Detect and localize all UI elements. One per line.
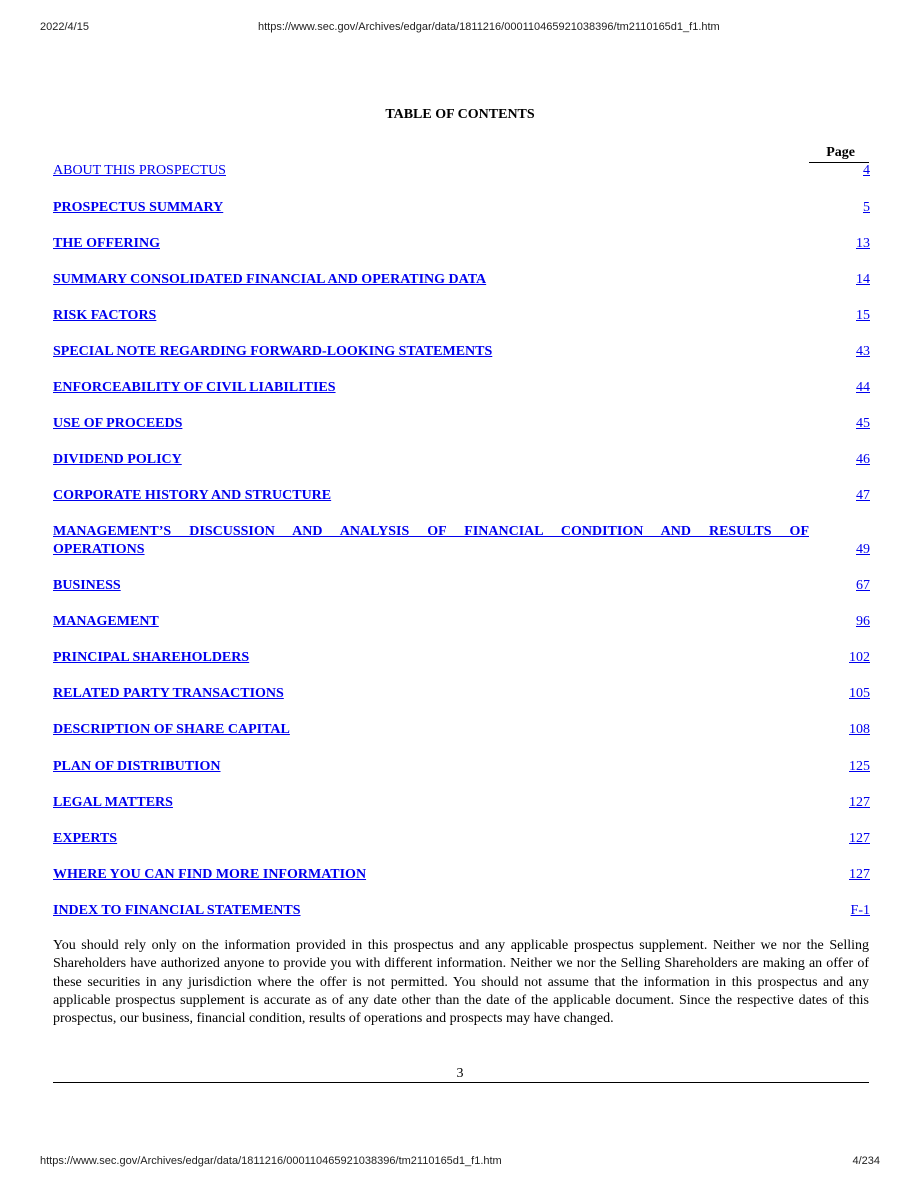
toc-page-link[interactable]: 105 [849,686,870,701]
page-rule [53,1082,869,1083]
page-column-header: Page [809,145,869,163]
footer-page-count: 4/234 [852,1155,880,1167]
toc-link[interactable]: ABOUT THIS PROSPECTUS [53,163,226,178]
toc-page-link[interactable]: 43 [856,344,870,359]
toc-link[interactable]: BUSINESS [53,578,121,593]
toc-page-link[interactable]: 127 [849,831,870,846]
toc-link[interactable]: MANAGEMENT [53,614,159,629]
toc-page-link[interactable]: 127 [849,867,870,882]
toc-page-link[interactable]: F-1 [850,903,870,918]
toc-link[interactable]: THE OFFERING [53,236,160,251]
toc-link[interactable]: SPECIAL NOTE REGARDING FORWARD-LOOKING STATEMENTS [53,344,493,359]
toc-link[interactable]: PLAN OF DISTRIBUTION [53,759,221,774]
reliance-notice: You should rely only on the information provided in this prospectus and any applicable prospectus supplement. Neither we nor the Selling Shareholders have authorized anyone to provide you with different information. Neither we nor the Selling Shareholders are making an offer of these securities in any jurisdiction where the offer is not permitted. You should not assume that the information in this prospectus and any applicable prospectus supplement is accurate as of any date other than the date of the applicable document. Since the respective dates of this prospectus, our business, financial condition, results of operations and prospects may have changed. [53,938,869,1027]
toc-page-link[interactable]: 13 [856,236,870,251]
toc-page-link[interactable]: 96 [856,614,870,629]
toc-link[interactable]: PROSPECTUS SUMMARY [53,200,224,215]
toc-page-link[interactable]: 44 [856,380,870,395]
page-number: 3 [456,1066,464,1081]
toc-page-link[interactable]: 15 [856,308,870,323]
toc-link[interactable]: ENFORCEABILITY OF CIVIL LIABILITIES [53,380,336,395]
print-url: https://www.sec.gov/Archives/edgar/data/1811216/000110465921038396/tm2110165d1_f1.htm [258,21,720,33]
toc-page-link[interactable]: 47 [856,488,870,503]
toc-page-link[interactable]: 102 [849,650,870,665]
toc-link[interactable]: WHERE YOU CAN FIND MORE INFORMATION [53,867,367,882]
toc-link[interactable]: EXPERTS [53,831,118,846]
toc-link[interactable]: RELATED PARTY TRANSACTIONS [53,686,284,701]
toc-link[interactable]: OPERATIONS [53,542,145,557]
toc-link[interactable]: RISK FACTORS [53,308,157,323]
toc-title: TABLE OF CONTENTS [385,107,535,122]
toc-link[interactable]: LEGAL MATTERS [53,795,173,810]
toc-page-link[interactable]: 49 [856,542,870,557]
toc-link[interactable]: DIVIDEND POLICY [53,452,182,467]
toc-link[interactable]: CORPORATE HISTORY AND STRUCTURE [53,488,332,503]
toc-page-link[interactable]: 127 [849,795,870,810]
toc-page-link[interactable]: 67 [856,578,870,593]
toc-link[interactable]: DESCRIPTION OF SHARE CAPITAL [53,722,290,737]
toc-page-link[interactable]: 4 [863,163,870,178]
toc-link[interactable]: USE OF PROCEEDS [53,416,183,431]
footer-url: https://www.sec.gov/Archives/edgar/data/1811216/000110465921038396/tm2110165d1_f1.htm [40,1155,502,1167]
toc-page-link[interactable]: 46 [856,452,870,467]
toc-page-link[interactable]: 14 [856,272,870,287]
toc-link[interactable]: PRINCIPAL SHAREHOLDERS [53,650,250,665]
toc-page-link[interactable]: 5 [863,200,870,215]
toc-link[interactable]: MANAGEMENT’S DISCUSSION AND ANALYSIS OF FINANCIAL CONDITION AND RESULTS OF [53,524,809,539]
toc-link[interactable]: SUMMARY CONSOLIDATED FINANCIAL AND OPERATING DATA [53,272,487,287]
toc-page-link[interactable]: 108 [849,722,870,737]
toc-page-link[interactable]: 45 [856,416,870,431]
print-date: 2022/4/15 [40,21,89,33]
toc-link[interactable]: INDEX TO FINANCIAL STATEMENTS [53,903,301,918]
toc-page-link[interactable]: 125 [849,759,870,774]
